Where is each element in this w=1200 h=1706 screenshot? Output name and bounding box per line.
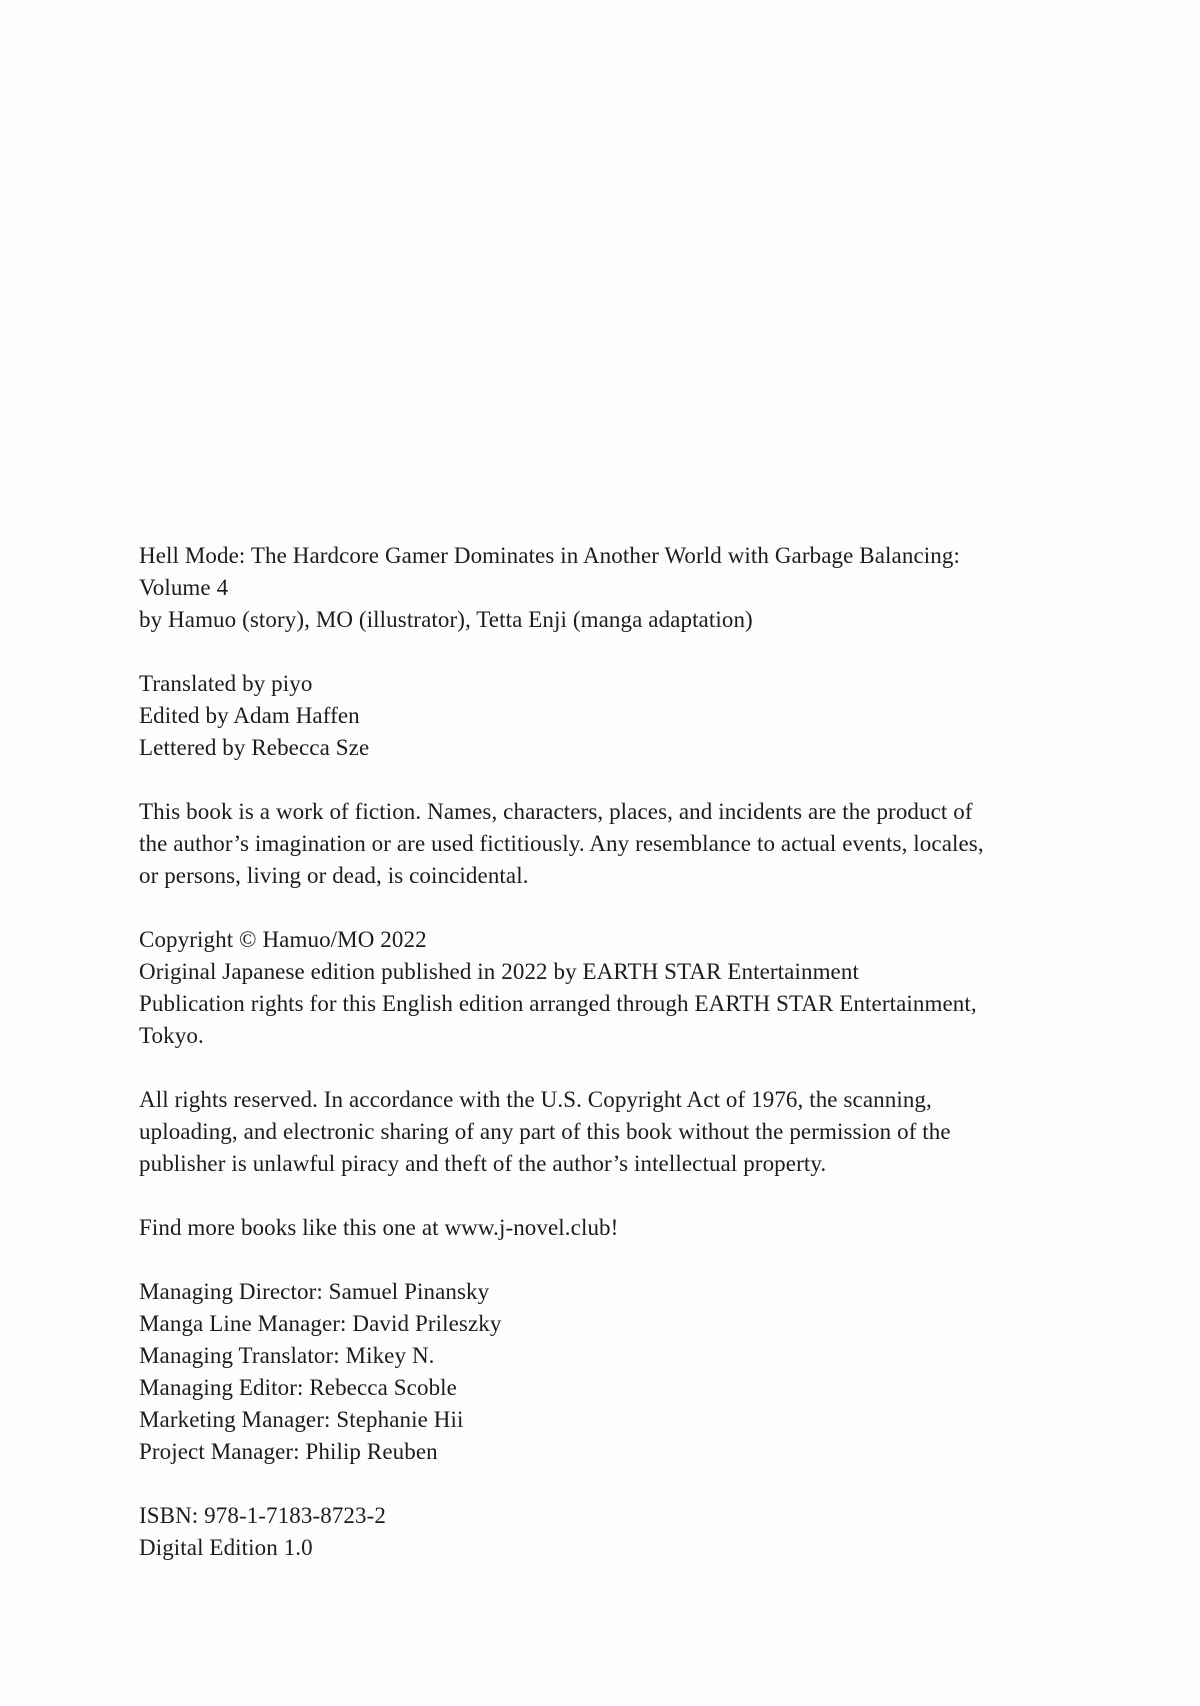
- text-line: Translated by piyo: [139, 671, 313, 696]
- copyright-paragraph: [139, 924, 1079, 1052]
- text-line: Digital Edition 1.0: [139, 1535, 313, 1560]
- text-line: Original Japanese edition published in 2022 by EARTH STAR Entertainment: [139, 959, 859, 984]
- text-line: Tokyo.: [139, 1023, 204, 1048]
- text-line: Hell Mode: The Hardcore Gamer Dominates in Another World with Garbage Balancing:: [139, 543, 960, 568]
- text-line: the author’s imagination or are used fictitiously. Any resemblance to actual events, locales,: [139, 831, 984, 856]
- text-line: by Hamuo (story), MO (illustrator), Tetta Enji (manga adaptation): [139, 607, 753, 632]
- text-line: Find more books like this one at www.j-novel.club!: [139, 1215, 619, 1240]
- text-line: Marketing Manager: Stephanie Hii: [139, 1407, 464, 1432]
- text-line: All rights reserved. In accordance with the U.S. Copyright Act of 1976, the scanning,: [139, 1087, 932, 1112]
- text-line: Edited by Adam Haffen: [139, 703, 360, 728]
- text-line: publisher is unlawful piracy and theft of the author’s intellectual property.: [139, 1151, 827, 1176]
- text-line: uploading, and electronic sharing of any part of this book without the permission of the: [139, 1119, 951, 1144]
- promo-paragraph: [139, 1212, 1079, 1244]
- text-line: This book is a work of fiction. Names, characters, places, and incidents are the product of: [139, 799, 973, 824]
- text-line: Volume 4: [139, 575, 229, 600]
- text-line: Project Manager: Philip Reuben: [139, 1439, 438, 1464]
- text-line: Copyright © Hamuo/MO 2022: [139, 927, 427, 952]
- isbn-paragraph: [139, 1500, 1079, 1564]
- rights-reserved-paragraph: [139, 1084, 1079, 1180]
- text-line: Managing Editor: Rebecca Scoble: [139, 1375, 457, 1400]
- staff-paragraph: [139, 1276, 1079, 1468]
- book-title-paragraph: [139, 540, 1079, 636]
- text-line: Managing Director: Samuel Pinansky: [139, 1279, 490, 1304]
- text-line: Manga Line Manager: David Prileszky: [139, 1311, 502, 1336]
- text-line: or persons, living or dead, is coincidental.: [139, 863, 529, 888]
- colophon-text-block: [139, 540, 1079, 1564]
- text-line: Publication rights for this English edition arranged through EARTH STAR Entertainment,: [139, 991, 977, 1016]
- text-line: Managing Translator: Mikey N.: [139, 1343, 435, 1368]
- credits-paragraph: [139, 668, 1079, 764]
- text-line: ISBN: 978-1-7183-8723-2: [139, 1503, 386, 1528]
- fiction-disclaimer-paragraph: [139, 796, 1079, 892]
- text-line: Lettered by Rebecca Sze: [139, 735, 370, 760]
